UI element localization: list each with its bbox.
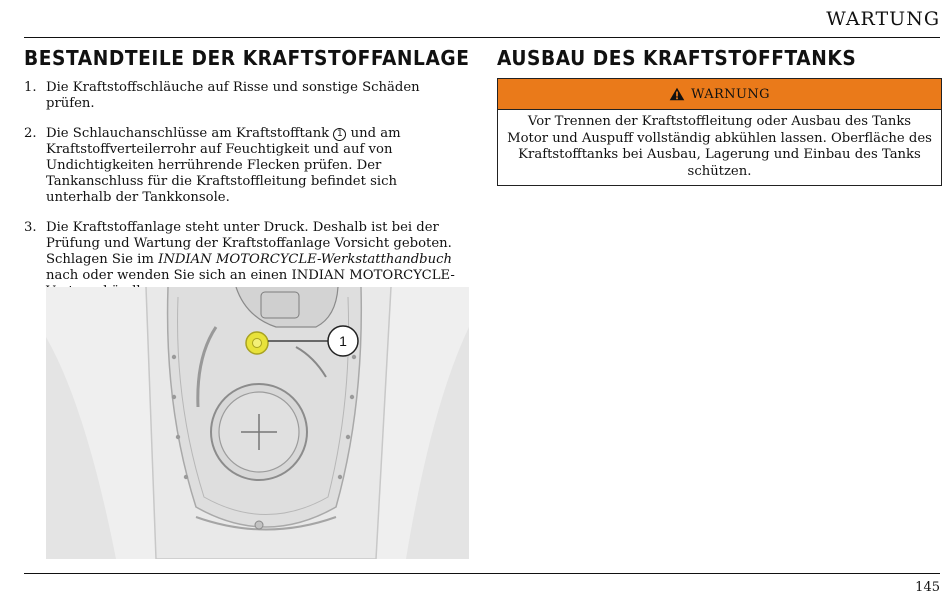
step-1 (24, 80, 464, 112)
page-number: 145 (915, 580, 940, 595)
inspection-steps (24, 80, 464, 314)
warning-triangle-icon (669, 87, 685, 101)
step-text: und am Kraftstoffverteilerrohr auf Feuchtigkeit und auf von Undichtigkeiten herrührende Flecken prüfen. Der Tankanschluss für die Kraftstoffleitung befindet sich unterhalb der Tankkonsole. (46, 126, 401, 205)
step-text: Die Kraftstoffschläuche auf Risse und sonstige Schäden prüfen. (46, 80, 420, 111)
step-2 (24, 126, 464, 206)
figure-callout-1: 1 (339, 333, 347, 349)
right-section-title: AUSBAU DES KRAFTSTOFFTANKS (497, 46, 857, 70)
fuel-tank-illustration (46, 287, 469, 559)
step-number: 2. (24, 126, 37, 141)
warning-text: Vor Trennen der Kraftstoffleitung oder Ausbau des Tanks Motor und Auspuff vollständig abkühlen lassen. Oberfläche des Kraftstofftanks bei Ausbau, Lagerung und Einbau des Tanks schützen. (507, 114, 932, 179)
header-rule (24, 37, 940, 38)
warning-box (497, 78, 942, 186)
step-text: Die Kraftstoffanlage steht unter Druck. Deshalb ist bei der Prüfung und Wartung der Kraftstoffanlage Vorsicht geboten. Schlagen Sie im (46, 220, 452, 267)
left-section-title: BESTANDTEILE DER KRAFTSTOFFANLAGE (24, 46, 470, 70)
fuel-tank-drawing (46, 287, 469, 559)
step-text: nach oder wenden Sie sich an einen INDIAN MOTORCYCLE- (46, 268, 455, 283)
section-header: WARTUNG (826, 8, 940, 30)
step-text: Die Schlauchanschlüsse am Kraftstofftank (46, 126, 330, 141)
warning-header (498, 79, 941, 110)
step-number: 1. (24, 80, 37, 95)
step-number: 3. (24, 220, 37, 235)
warning-label: WARNUNG (691, 86, 770, 102)
callout-reference: 1 (333, 128, 346, 141)
manual-reference: INDIAN MOTORCYCLE-Werkstatthandbuch (158, 252, 452, 267)
footer-rule (24, 573, 940, 574)
